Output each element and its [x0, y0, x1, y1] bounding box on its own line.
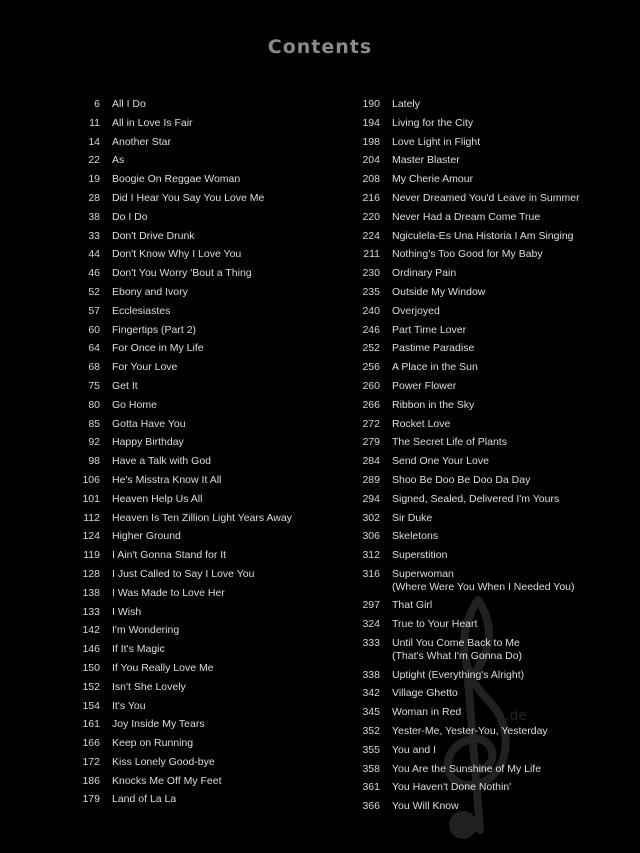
song-title-block [392, 361, 478, 374]
song-title: Do I Do [112, 210, 148, 223]
song-title: Send One Your Love [392, 455, 489, 468]
page-number: 302 [362, 511, 380, 524]
page-number: 138 [82, 586, 100, 599]
song-title: Never Dreamed You'd Leave in Summer [392, 191, 580, 204]
contents-entry [350, 324, 635, 343]
song-title-block [392, 399, 474, 412]
song-title-block [392, 286, 485, 299]
song-title: You and I [392, 743, 436, 756]
contents-entry [70, 380, 340, 399]
contents-entry [350, 305, 635, 324]
page-number: 260 [362, 379, 380, 392]
contents-entry [70, 136, 340, 155]
contents-entry [70, 154, 340, 173]
song-title-block [112, 136, 171, 149]
page-number: 46 [88, 267, 100, 280]
contents-entry [70, 324, 340, 343]
page-number: 246 [362, 323, 380, 336]
song-title-block [392, 530, 438, 543]
song-title-block [112, 737, 193, 750]
contents-entry [350, 286, 635, 305]
song-title: Joy Inside My Tears [112, 718, 205, 731]
song-title-block [112, 775, 222, 788]
song-title-block [112, 700, 146, 713]
song-title: Part Time Lover [392, 323, 467, 336]
song-title: Outside My Window [392, 285, 486, 298]
song-title: Pastime Paradise [392, 342, 475, 355]
contents-entry [70, 98, 340, 117]
contents-entry [350, 512, 635, 531]
page-number: 60 [88, 323, 100, 336]
page-number: 358 [362, 762, 380, 775]
song-title-block [392, 455, 489, 468]
page-number: 38 [88, 210, 100, 223]
page-number: 316 [362, 567, 380, 580]
page-number: 119 [83, 549, 100, 562]
page-number: 57 [88, 304, 100, 317]
contents-entry [70, 568, 340, 587]
song-title-block [392, 248, 543, 261]
song-title: Have a Talk with God [112, 455, 212, 468]
song-title-block [392, 192, 580, 205]
song-title-block [392, 230, 574, 243]
song-title-block [112, 474, 221, 487]
song-title-block [112, 455, 211, 468]
song-title: I Ain't Gonna Stand for It [112, 549, 227, 562]
song-title-block [392, 436, 507, 449]
contents-entry [70, 286, 340, 305]
song-title-block [112, 681, 186, 694]
page-number: 166 [82, 737, 100, 750]
contents-entry [70, 624, 340, 643]
song-title: Don't You Worry 'Bout a Thing [112, 267, 252, 280]
page-number: 186 [82, 774, 100, 787]
song-title-block [112, 324, 196, 337]
contents-entry [70, 474, 340, 493]
page-number: 235 [362, 285, 380, 298]
page-number: 211 [363, 248, 380, 261]
page-number: 64 [88, 342, 100, 355]
page-number: 179 [82, 793, 100, 806]
song-title: Yester-Me, Yester-You, Yesterday [392, 724, 548, 737]
page-number: 101 [82, 492, 100, 505]
page-number: 312 [362, 549, 380, 562]
song-title: Gotta Have You [112, 417, 186, 430]
contents-entry [70, 718, 340, 737]
song-title: He's Misstra Know It All [112, 473, 222, 486]
page-number: 284 [362, 455, 380, 468]
song-title: Skeletons [392, 530, 439, 543]
song-title: If It's Magic [112, 643, 165, 656]
song-title-block [392, 98, 420, 111]
contents-entry [350, 455, 635, 474]
song-title: Signed, Sealed, Delivered I'm Yours [392, 492, 560, 505]
contents-entry [70, 399, 340, 418]
watermark-text: n.de [496, 708, 527, 724]
page-number: 279 [362, 436, 380, 449]
song-title: Knocks Me Off My Feet [112, 774, 222, 787]
contents-entry [70, 436, 340, 455]
song-title-block [392, 512, 432, 525]
song-title: Don't Know Why I Love You [112, 248, 242, 261]
contents-entry [70, 775, 340, 794]
song-title-block [392, 418, 450, 431]
song-title-block [112, 173, 240, 186]
page-number: 44 [88, 248, 100, 261]
song-title: It's You [112, 699, 146, 712]
page-number: 338 [362, 668, 380, 681]
contents-entry [350, 173, 635, 192]
song-title: Boogie On Reggae Woman [112, 173, 241, 186]
song-title: Higher Ground [112, 530, 181, 543]
contents-entry [70, 267, 340, 286]
page-number: 345 [362, 706, 380, 719]
contents-entry [70, 530, 340, 549]
page-number: 75 [88, 379, 100, 392]
contents-entry [350, 267, 635, 286]
contents-entry [70, 681, 340, 700]
contents-entry [70, 455, 340, 474]
song-title: Overjoyed [392, 304, 440, 317]
contents-entry [350, 380, 635, 399]
page-number: 19 [88, 173, 100, 186]
page-number: 252 [362, 342, 380, 355]
song-title: Get It [112, 379, 138, 392]
contents-entry [350, 342, 635, 361]
contents-entry [70, 342, 340, 361]
page-number: 85 [88, 417, 100, 430]
contents-entry [70, 737, 340, 756]
song-title-block [112, 248, 241, 261]
song-title: Happy Birthday [112, 436, 184, 449]
song-title: Never Had a Dream Come True [392, 210, 541, 223]
song-title-block [112, 418, 186, 431]
song-title: All I Do [112, 98, 146, 110]
song-title: Until You Come Back to Me [392, 637, 520, 650]
page-number: 80 [88, 398, 100, 411]
song-title: Sir Duke [392, 511, 433, 524]
song-title-block [392, 305, 440, 318]
contents-entry [350, 493, 635, 512]
page-number: 152 [82, 680, 100, 693]
song-title: Another Star [112, 135, 171, 148]
song-title: You Haven't Done Nothin' [392, 781, 512, 794]
page-number: 333 [362, 637, 380, 650]
song-title-block [112, 286, 188, 299]
page-number: 224 [362, 229, 380, 242]
page-title: Contents [267, 36, 373, 58]
contents-entry [350, 98, 635, 117]
page-number: 161 [82, 718, 100, 731]
song-title-block [112, 117, 193, 130]
contents-entry [350, 399, 635, 418]
page-number: 14 [88, 135, 100, 148]
page-number: 272 [362, 417, 380, 430]
song-title-block [112, 98, 146, 111]
contents-entry [70, 549, 340, 568]
song-title: Living for the City [392, 116, 474, 129]
song-title: I Was Made to Love Her [112, 586, 225, 599]
page-number: 324 [362, 618, 380, 631]
page-number: 361 [362, 781, 380, 794]
song-title: Love Light in Flight [392, 135, 481, 148]
song-title: For Your Love [112, 361, 178, 374]
song-title: Ecclesiastes [112, 304, 171, 317]
contents-entry [70, 606, 340, 625]
song-title: A Place in the Sun [392, 361, 478, 374]
page-number: 204 [362, 154, 380, 167]
page-number: 355 [362, 743, 380, 756]
page-number: 366 [362, 800, 380, 813]
song-title-block [112, 530, 181, 543]
song-title-block [112, 305, 170, 318]
song-title-block [112, 230, 195, 243]
page-number: 240 [362, 304, 380, 317]
contents-entry [350, 361, 635, 380]
page-number: 216 [362, 191, 380, 204]
song-title: Ngiculela-Es Una Historia I Am Singing [392, 229, 574, 242]
song-title: Land of La La [112, 793, 177, 806]
song-title: Kiss Lonely Good-bye [112, 755, 215, 768]
contents-entry [350, 136, 635, 155]
contents-entry [70, 793, 340, 812]
song-title: As [112, 154, 125, 167]
contents-entry [70, 493, 340, 512]
contents-entry [350, 549, 635, 568]
song-title: You Will Know [392, 800, 459, 813]
page-number: 154 [82, 699, 100, 712]
song-title: Village Ghetto [392, 687, 458, 700]
song-title: Nothing's Too Good for My Baby [392, 248, 543, 261]
song-title-block [392, 342, 474, 355]
contents-entry [350, 436, 635, 455]
song-title: If You Really Love Me [112, 661, 214, 674]
song-title-block [112, 154, 124, 167]
contents-entry [70, 662, 340, 681]
song-title-block [112, 361, 177, 374]
contents-entry [70, 117, 340, 136]
song-title: For Once in My Life [112, 342, 204, 355]
contents-left-column [70, 98, 340, 812]
song-title-block [112, 718, 205, 731]
contents-entry [70, 418, 340, 437]
song-title: Heaven Help Us All [112, 492, 203, 505]
song-title: Shoo Be Doo Be Doo Da Day [392, 473, 531, 486]
song-title-block [112, 587, 225, 600]
contents-entry [350, 248, 635, 267]
song-title: Ribbon in the Sky [392, 398, 475, 411]
contents-entry [350, 211, 635, 230]
song-title-block [392, 267, 456, 280]
contents-entry [70, 230, 340, 249]
page-number: 98 [88, 455, 100, 468]
song-title-block [392, 173, 473, 186]
page-number: 256 [362, 361, 380, 374]
page-number: 6 [94, 98, 100, 110]
page-number: 297 [362, 599, 380, 612]
contents-entry [70, 173, 340, 192]
contents-entry [70, 361, 340, 380]
song-title-block [112, 436, 184, 449]
song-title-block [392, 136, 480, 149]
song-title: Go Home [112, 398, 157, 411]
song-title-block [392, 493, 559, 506]
song-title-block [112, 380, 138, 393]
page-number: 112 [83, 511, 100, 524]
song-title: Keep on Running [112, 737, 194, 750]
page-number: 106 [82, 473, 100, 486]
contents-entry [70, 192, 340, 211]
page-number: 11 [89, 116, 100, 129]
song-title: The Secret Life of Plants [392, 436, 507, 449]
page-number: 220 [362, 210, 380, 223]
page-number: 289 [362, 473, 380, 486]
song-title-block [112, 568, 254, 581]
song-title-block [392, 117, 473, 130]
page-number: 230 [362, 267, 380, 280]
page-number: 194 [362, 116, 380, 129]
page-number: 150 [82, 661, 100, 674]
song-title-block [392, 211, 540, 224]
song-title: Master Blaster [392, 154, 460, 167]
song-title-block [112, 793, 176, 806]
song-title-block [112, 192, 264, 205]
contents-entry [350, 192, 635, 211]
page-number: 342 [362, 687, 380, 700]
treble-clef-icon [418, 590, 538, 840]
song-title-block [112, 267, 252, 280]
contents-entry [70, 305, 340, 324]
song-title: Superwoman [392, 567, 454, 580]
page-number: 52 [88, 285, 100, 298]
song-title: Lately [392, 98, 421, 110]
page-number: 68 [88, 361, 100, 374]
song-title-block [112, 512, 292, 525]
song-title: Did I Hear You Say You Love Me [112, 191, 265, 204]
page-number: 190 [362, 98, 380, 110]
contents-entry [70, 643, 340, 662]
contents-entry [350, 530, 635, 549]
page-number: 198 [362, 135, 380, 148]
song-title-block [112, 756, 215, 769]
contents-entry [70, 248, 340, 267]
page-number: 352 [362, 724, 380, 737]
song-title: All in Love Is Fair [112, 116, 193, 129]
song-title-block [112, 493, 202, 506]
song-title: Superstition [392, 549, 448, 562]
song-title: I Wish [112, 605, 142, 618]
page-number: 124 [82, 530, 100, 543]
song-title-block [112, 211, 148, 224]
contents-entry [70, 700, 340, 719]
song-subtitle: (That's What I'm Gonna Do) [392, 650, 523, 663]
song-title-block [392, 549, 447, 562]
page-number: 172 [82, 755, 100, 768]
song-title-block [392, 154, 460, 167]
page-number: 146 [82, 643, 100, 656]
song-title-block [112, 342, 204, 355]
song-title: My Cherie Amour [392, 173, 474, 186]
contents-entry [70, 211, 340, 230]
contents-entry [70, 587, 340, 606]
song-title: Uptight (Everything's Alright) [392, 668, 525, 681]
contents-entry [350, 230, 635, 249]
page-number: 128 [82, 567, 100, 580]
page-number: 133 [82, 605, 100, 618]
song-subtitle: (Where Were You When I Needed You) [392, 580, 575, 593]
song-title-block [112, 662, 214, 675]
contents-entry [70, 756, 340, 775]
song-title-block [112, 606, 141, 619]
page-number: 28 [88, 191, 100, 204]
song-title-block [392, 380, 456, 393]
song-title: True to Your Heart [392, 618, 478, 631]
song-title: Rocket Love [392, 417, 451, 430]
contents-entry [350, 154, 635, 173]
page-number: 294 [362, 492, 380, 505]
song-title: Woman in Red [392, 706, 462, 719]
page-number: 266 [362, 398, 380, 411]
song-title: Heaven Is Ten Zillion Light Years Away [112, 511, 292, 524]
song-title: Power Flower [392, 379, 457, 392]
page-number: 33 [88, 229, 100, 242]
song-title: You Are the Sunshine of My Life [392, 762, 542, 775]
song-title-block [112, 399, 157, 412]
song-title-block [392, 474, 530, 487]
song-title-block [392, 324, 466, 337]
page-number: 142 [82, 624, 100, 637]
page-number: 208 [362, 173, 380, 186]
song-title-block [112, 549, 226, 562]
song-title: Don't Drive Drunk [112, 229, 195, 242]
contents-entry [350, 117, 635, 136]
song-title: Ordinary Pain [392, 267, 457, 280]
page-number: 22 [88, 154, 100, 167]
page-number: 306 [362, 530, 380, 543]
contents-entry [70, 512, 340, 531]
song-title: I'm Wondering [112, 624, 180, 637]
contents-entry [350, 418, 635, 437]
song-title: That Girl [392, 599, 433, 612]
song-title: Isn't She Lovely [112, 680, 186, 693]
song-title: Ebony and Ivory [112, 285, 188, 298]
contents-entry [350, 474, 635, 493]
song-title: Fingertips (Part 2) [112, 323, 197, 336]
page-number: 92 [88, 436, 100, 449]
song-title-block [112, 643, 165, 656]
song-title-block [112, 624, 179, 637]
song-title: I Just Called to Say I Love You [112, 567, 255, 580]
